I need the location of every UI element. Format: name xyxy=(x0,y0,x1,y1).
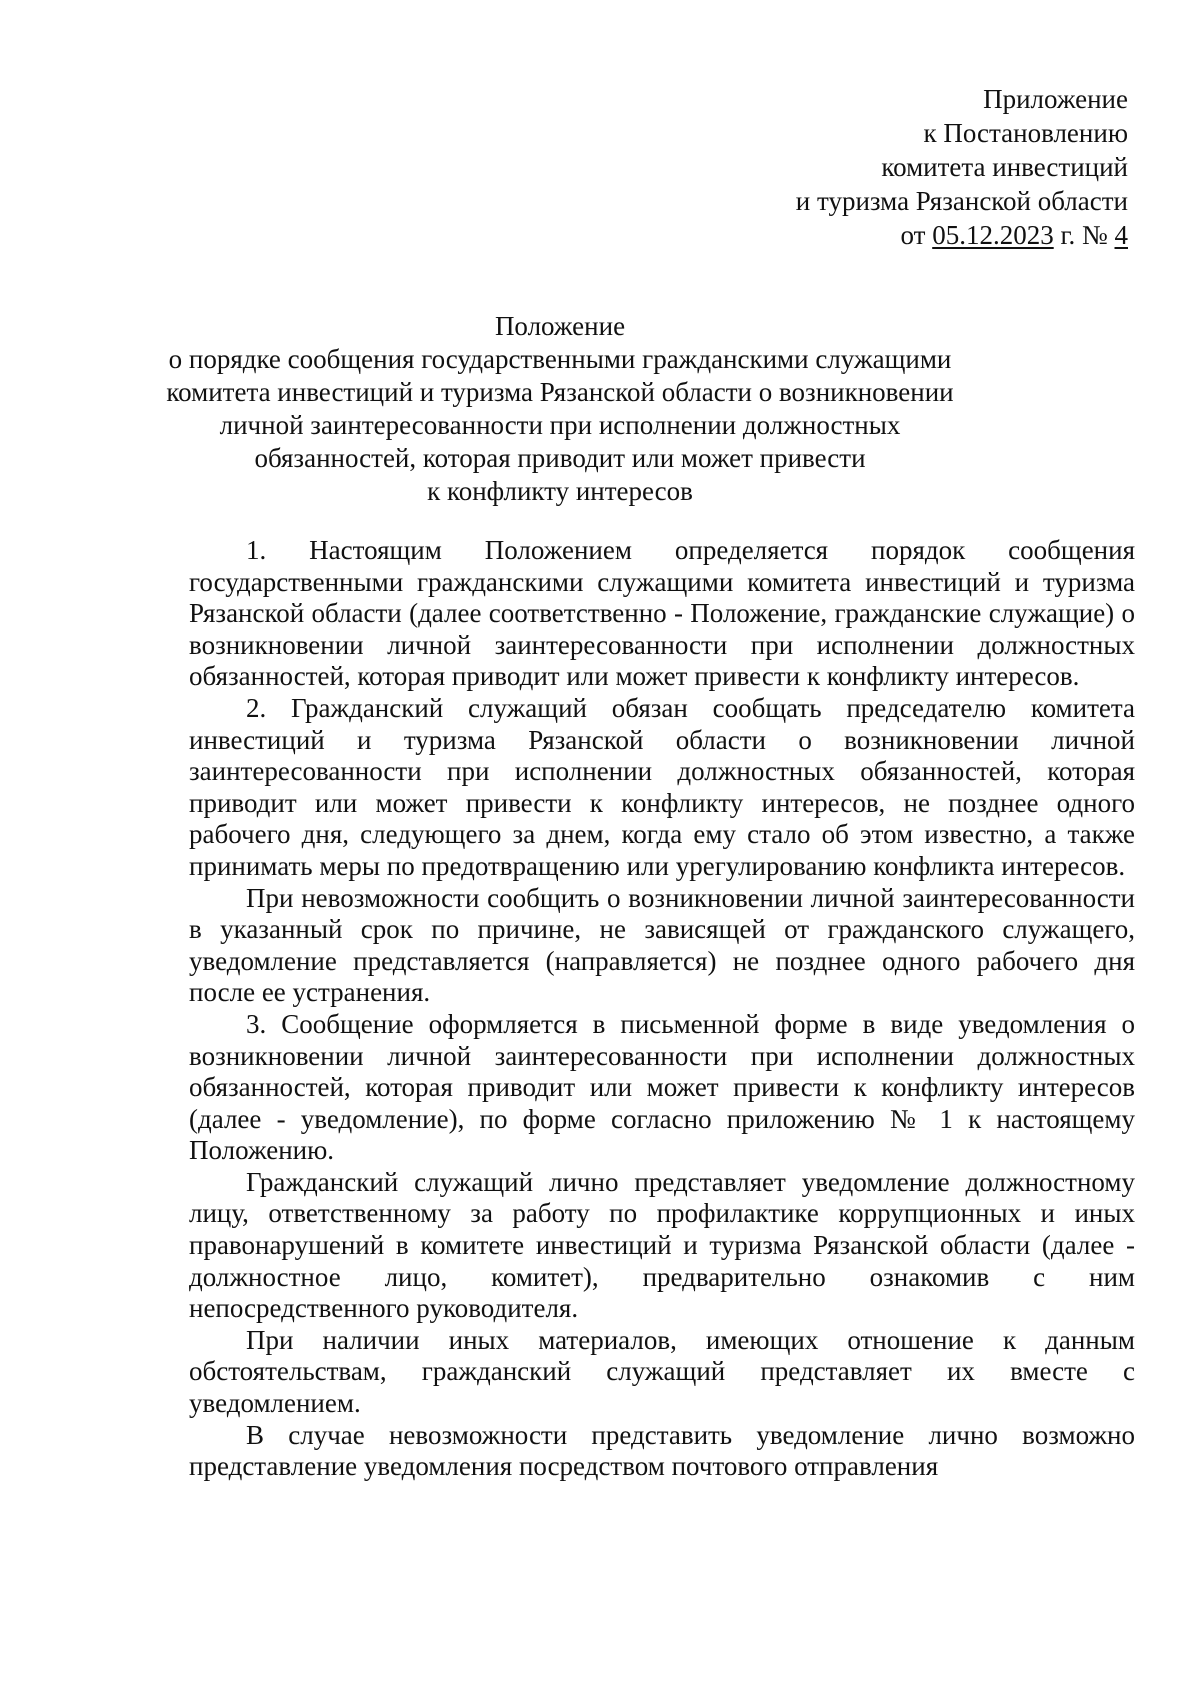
appendix-decree-line: к Постановлению xyxy=(923,118,1128,148)
appendix-region-line: и туризма Рязанской области xyxy=(795,186,1128,216)
paragraph-3: При невозможности сообщить о возникновении личной заинтересованности в указанный срок по причине, не зависящей от гражданского служащего, уведомление представляется (направляется) не позднее одного рабочего дня после ее устранения. xyxy=(189,882,1135,1008)
decree-date: 05.12.2023 xyxy=(932,220,1054,250)
paragraph-6: При наличии иных материалов, имеющих отношение к данным обстоятельствам, гражданский служащий представляет их вместе с уведомлением. xyxy=(189,1324,1135,1419)
document-body xyxy=(189,535,1135,1483)
number-prefix: г. № xyxy=(1053,220,1115,250)
title-line-2: о порядке сообщения государственными гражданскими служащими xyxy=(168,344,952,374)
paragraph-7: В случае невозможности представить уведомление лично возможно представление уведомления посредством почтового отправления xyxy=(189,1419,1135,1482)
appendix-label: Приложение xyxy=(983,84,1128,114)
paragraph-4: 3. Сообщение оформляется в письменной форме в виде уведомления о возникновении личной заинтересованности при исполнении должностных обязанностей, которая приводит или может привести к конфликту интересов (далее - уведомление), по форме согласно приложению № 1 к настоящему Положению. xyxy=(189,1008,1135,1166)
title-line-3: комитета инвестиций и туризма Рязанской области о возникновении xyxy=(166,377,954,407)
appendix-header xyxy=(700,82,1128,252)
document-title xyxy=(150,310,970,508)
appendix-committee-line: комитета инвестиций xyxy=(881,152,1128,182)
title-line-6: к конфликту интересов xyxy=(427,476,693,506)
title-line-1: Положение xyxy=(494,311,626,341)
appendix-date-line xyxy=(700,218,1128,252)
decree-number: 4 xyxy=(1114,220,1128,250)
paragraph-1: 1. Настоящим Положением определяется порядок сообщения государственными гражданскими служащими комитета инвестиций и туризма Рязанской области (далее соответственно - Положение, гражданские служащие) о возникновении личной заинтересованности при исполнении должностных обязанностей, которая приводит или может привести к конфликту интересов. xyxy=(189,535,1135,692)
paragraph-5: Гражданский служащий лично представляет уведомление должностному лицу, ответственному за работу по профилактике коррупционных и иных правонарушений в комитете инвестиций и туризма Рязанской области (далее - должностное лицо, комитет), предварительно ознакомив с ним непосредственного руководителя. xyxy=(189,1166,1135,1324)
title-line-4: личной заинтересованности при исполнении должностных xyxy=(219,410,901,440)
title-line-5: обязанностей, которая приводит или может привести xyxy=(254,443,866,473)
date-prefix: от xyxy=(900,220,933,250)
paragraph-2: 2. Гражданский служащий обязан сообщать председателю комитета инвестиций и туризма Рязанской области о возникновении личной заинтересованности при исполнении должностных обязанностей, которая приводит или может привести к конфликту интересов, не позднее одного рабочего дня, следующего за днем, когда ему стало об этом известно, а также принимать меры по предотвращению или урегулированию конфликта интересов. xyxy=(189,692,1135,881)
